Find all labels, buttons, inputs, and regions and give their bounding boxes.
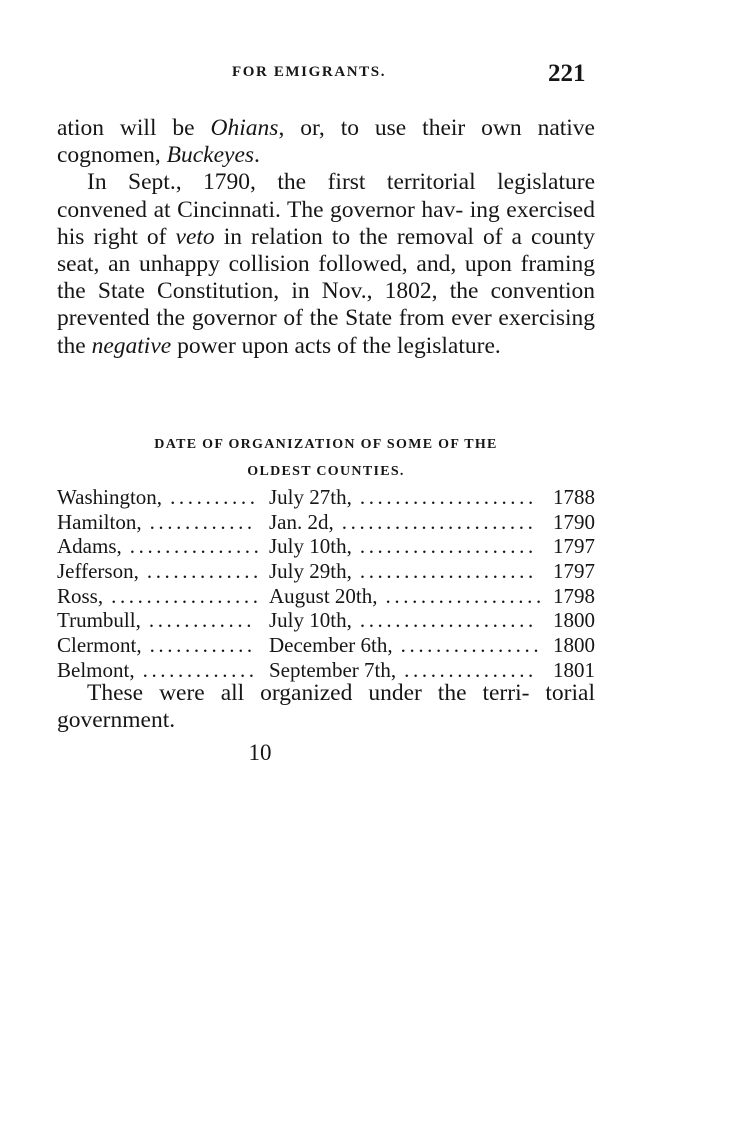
organization-date: December 6th, xyxy=(269,633,393,658)
county-name: Clermont, xyxy=(57,633,142,658)
table-row xyxy=(57,510,595,535)
signature-mark: 10 xyxy=(248,740,272,765)
county-name: Trumbull, xyxy=(57,608,141,633)
dot-leader: ............... xyxy=(129,534,263,559)
organization-year: 1798 xyxy=(553,583,595,608)
table-row xyxy=(57,485,595,510)
county-name: Jefferson, xyxy=(57,559,139,584)
table-row xyxy=(57,658,595,683)
organization-year: 1800 xyxy=(553,633,595,658)
dot-leader: .................. xyxy=(385,583,545,608)
dot-leader: ...................... xyxy=(341,509,537,534)
organization-year: 1790 xyxy=(553,509,595,534)
organization-date: July 29th, xyxy=(269,559,352,584)
running-head xyxy=(0,60,736,90)
county-name: Hamilton, xyxy=(57,509,142,534)
dot-leader: ................. xyxy=(111,583,262,608)
running-title: FOR EMIGRANTS. xyxy=(232,64,387,80)
table-row xyxy=(57,584,595,609)
text-run: . xyxy=(254,142,260,169)
page-number: 221 xyxy=(548,60,586,87)
county-name: Ross, xyxy=(57,583,104,608)
organization-date: July 10th, xyxy=(269,608,352,633)
organization-date: July 27th, xyxy=(269,485,352,509)
dot-leader: ............ xyxy=(149,633,256,658)
text-run: ation will be xyxy=(57,115,211,141)
paragraph-legislature xyxy=(57,169,595,359)
text-run: In Sept., 1790, the first territorial legislature convened at Cincinnati. The governor hav- ing exercised his right of xyxy=(57,169,595,250)
closing-text: These were all organized under the terri- torial government. xyxy=(57,680,595,734)
organization-year: 1788 xyxy=(553,485,595,509)
text-run: power upon acts of the legislature. xyxy=(171,332,501,359)
paragraph-ohians xyxy=(57,115,595,169)
table-row xyxy=(57,608,595,633)
dot-leader: .................... xyxy=(359,534,537,559)
organization-date: September 7th, xyxy=(269,657,397,682)
text-run: in relation to the removal of a county seat, an unhappy collision followed, and, upon framing the State Constitution, in Nov., 1802, the convention prevented the governor of the State from ever exercising the xyxy=(57,223,595,359)
dot-leader: .......... xyxy=(170,485,259,509)
text-run: , or, to use their own native cognomen, xyxy=(57,115,595,169)
dot-leader: ............. xyxy=(142,657,258,682)
organization-date: July 10th, xyxy=(269,534,352,559)
table-title-line-2: OLDEST COUNTIES. xyxy=(247,464,405,479)
county-table xyxy=(57,485,595,683)
italic-text: Buckeyes xyxy=(166,142,255,169)
table-title-line-1: DATE OF ORGANIZATION OF SOME OF THE xyxy=(154,437,498,452)
organization-year: 1801 xyxy=(553,657,595,682)
organization-year: 1800 xyxy=(553,608,595,633)
dot-leader: ............. xyxy=(146,559,262,584)
dot-leader: .................... xyxy=(359,559,537,584)
county-name: Adams, xyxy=(57,534,122,559)
organization-date: August 20th, xyxy=(269,583,378,608)
dot-leader: ............ xyxy=(148,608,256,633)
dot-leader: .................... xyxy=(359,608,537,633)
table-row xyxy=(57,633,595,658)
italic-text: negative xyxy=(91,332,172,359)
dot-leader: ............... xyxy=(404,657,537,682)
table-row xyxy=(57,559,595,584)
body-text xyxy=(57,115,595,360)
organization-year: 1797 xyxy=(553,559,595,584)
organization-year: 1797 xyxy=(553,534,595,559)
italic-text: Ohians xyxy=(210,115,279,141)
table-row xyxy=(57,534,595,559)
organization-date: Jan. 2d, xyxy=(269,509,334,534)
table-title xyxy=(57,431,595,485)
dot-leader: ................ xyxy=(400,633,543,658)
closing-paragraph xyxy=(57,680,595,734)
county-name: Belmont, xyxy=(57,657,135,682)
dot-leader: .................... xyxy=(359,485,537,509)
italic-text: veto xyxy=(175,223,215,250)
dot-leader: ............ xyxy=(149,509,256,534)
county-name: Washington, xyxy=(57,485,163,509)
